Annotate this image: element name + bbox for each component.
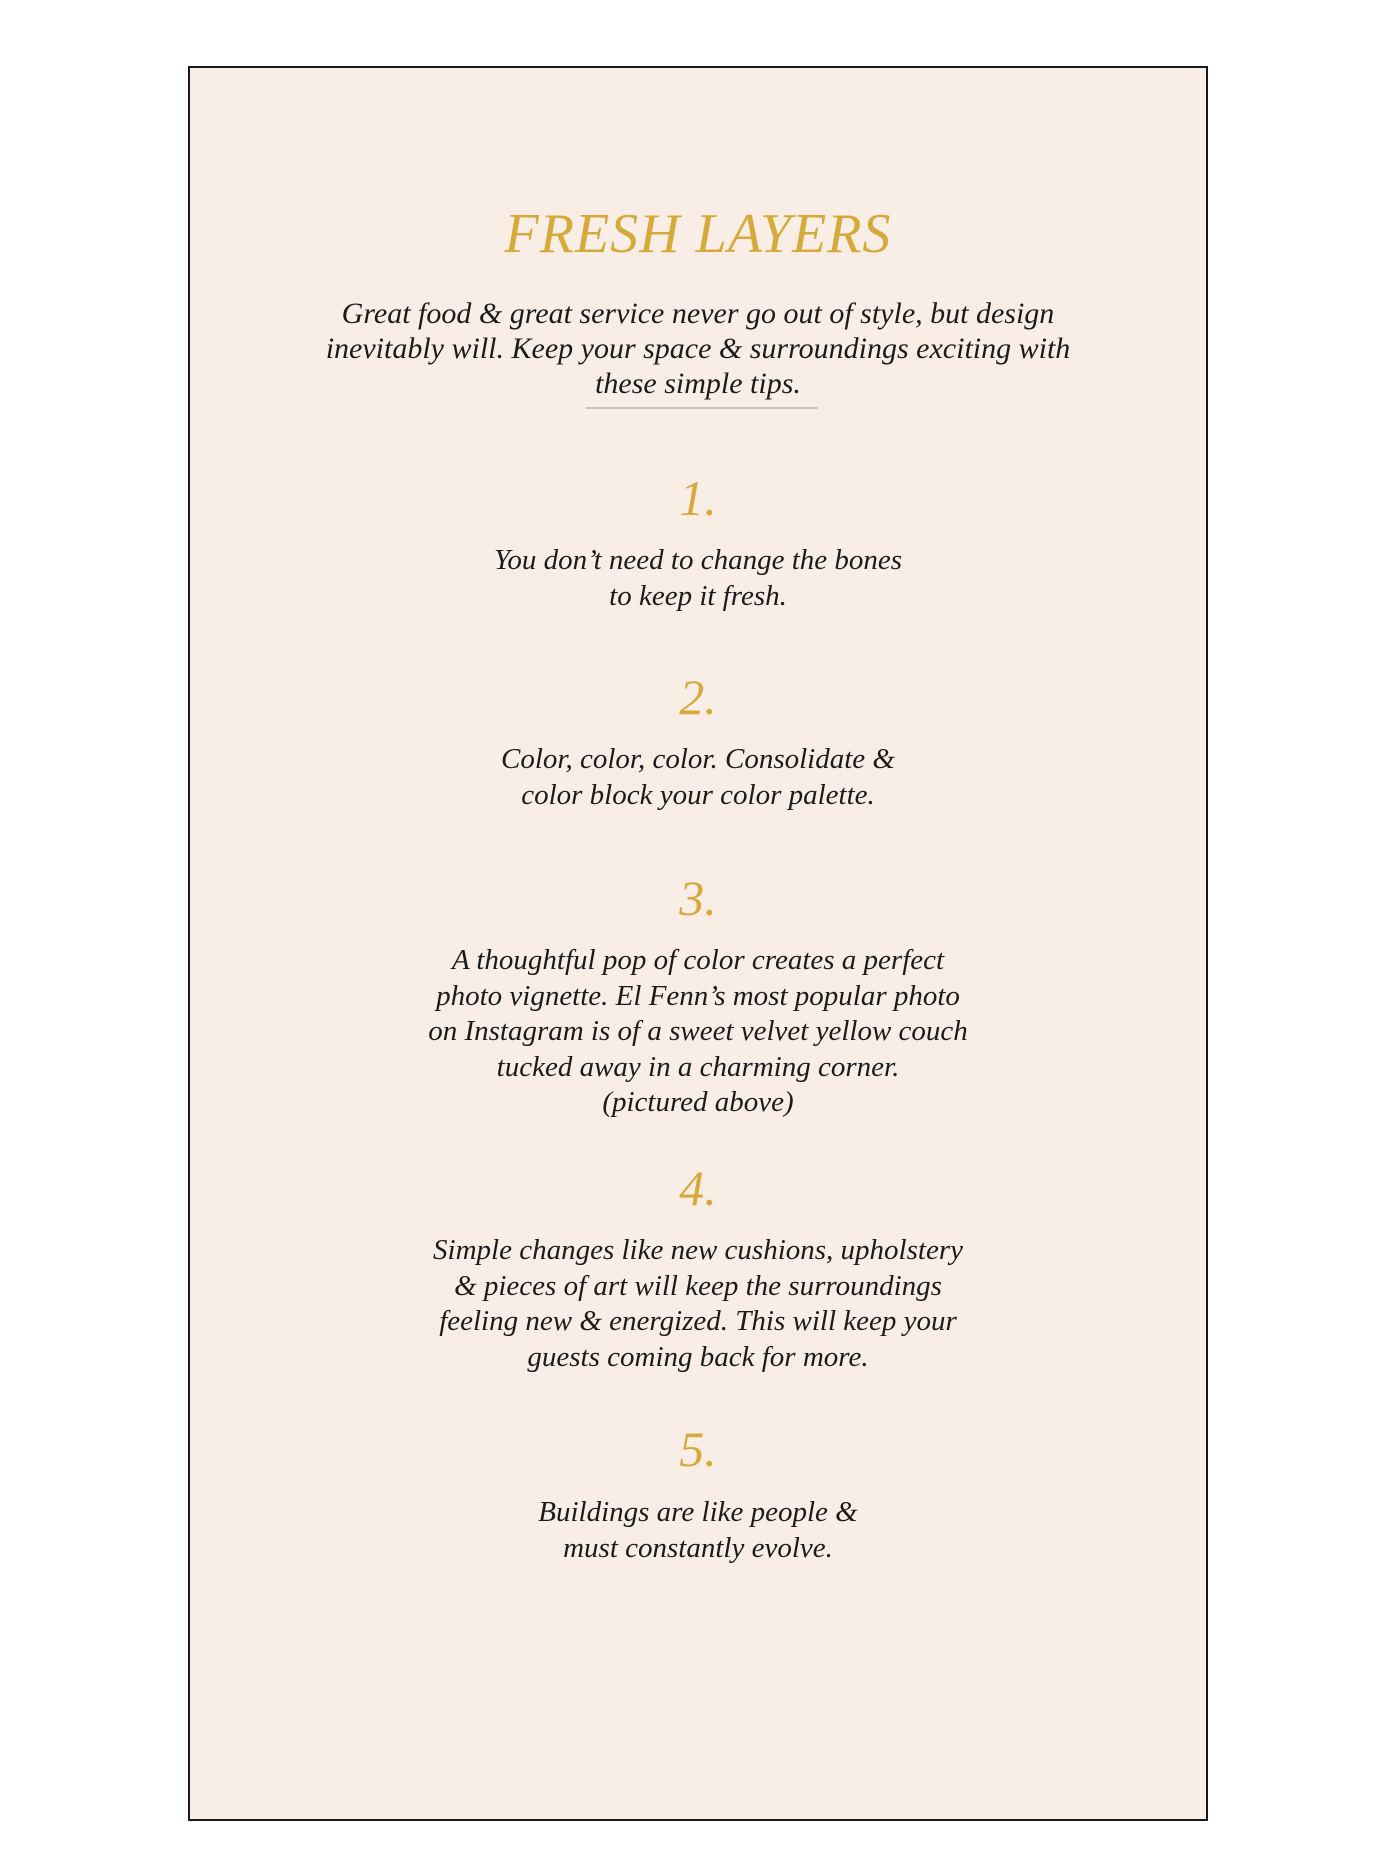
intro-line: these simple tips. [595,367,801,400]
page-title: FRESH LAYERS [504,203,892,265]
tip-3-number: 3. [679,870,717,926]
tip-2-number: 2. [679,669,717,725]
intro-line: inevitably will. Keep your space & surroundings exciting with [325,332,1071,365]
tip-4-number: 4. [679,1160,717,1216]
tip-line: Buildings are like people & [538,1496,858,1528]
tip-3-text [190,943,1206,1121]
tip-2-text [190,742,1206,813]
tip-line: must constantly evolve. [563,1531,833,1564]
tip-line: (pictured above) [602,1086,794,1118]
tip-line: & pieces of art will keep the surroundings [454,1269,942,1302]
tip-line: photo vignette. El Fenn’s most popular photo [436,979,960,1012]
tip-4-text [190,1233,1206,1375]
tip-line: Simple changes like new cushions, upholstery [433,1234,963,1266]
tip-1-number: 1. [679,470,717,526]
tip-1-text [190,543,1206,614]
tip-line: to keep it fresh. [609,579,787,612]
tip-5-number: 5. [679,1421,717,1477]
tip-line: tucked away in a charming corner. [496,1050,900,1083]
intro-line: Great food & great service never go out of style, but design [341,297,1055,330]
tip-line: on Instagram is of a sweet velvet yellow couch [428,1015,968,1047]
intro-paragraph [190,296,1206,401]
tip-line: color block your color palette. [521,778,875,811]
tip-5-text [190,1495,1206,1566]
tip-line: You don’t need to change the bones [493,544,903,576]
tip-line: A thoughtful pop of color creates a perfect [451,944,945,976]
tip-line: feeling new & energized. This will keep your [439,1305,957,1337]
tip-line: guests coming back for more. [527,1340,869,1373]
section-divider [586,407,818,409]
tips-card [188,66,1208,1821]
tip-line: Color, color, color. Consolidate & [501,743,895,775]
